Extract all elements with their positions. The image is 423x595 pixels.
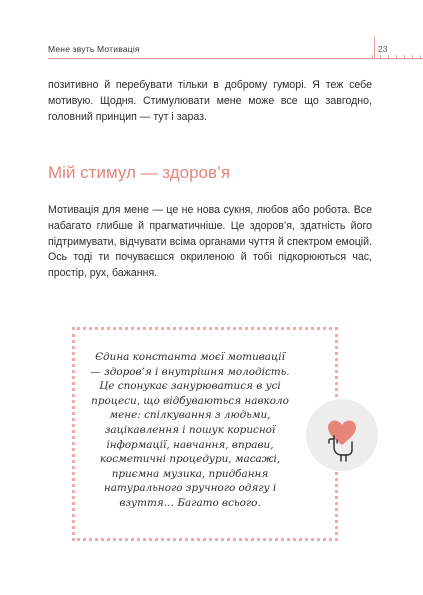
ruler-ticks	[372, 57, 423, 61]
body-paragraph: позитивно й перебувати тільки в доброму гуморі. Я теж себе мотивую. Щодня. Стимулювати мене може все що завгодно, головний принцип — тут і зараз.	[48, 79, 372, 123]
page-header	[0, 0, 423, 60]
page-number-divider	[374, 36, 375, 58]
body-paragraph: Мотивація для мене — це не нова сукня, любов або робота. Все набагато глибше й прагматичніше. Це здоров’я, здатність його підтримувати, відчувати всіма органами чуття й спектром емоцій. Ось тоді ти почуваєшся окриленою й тобі підкорюються час, простір, рух, бажання.	[48, 204, 372, 280]
header-rule	[48, 58, 372, 59]
running-title: Мене звуть Мотивація	[48, 44, 140, 54]
icon-badge	[306, 399, 378, 471]
quote-text: Єдина константа моєї мотивації — здоров’я і внутрішня молодість. Це спонукає занурюватися в усі процеси, що відбуваються навколо мене: спілкування з людьми, зацікавлення і пошук корисної інформації, навчання, вправи, косметичні процедури, масажі, приємна музика, придбання натурального зручного одягу і взуття… Багато всього.	[90, 351, 290, 509]
section-heading: Мій стимул — здоров’я	[48, 163, 231, 182]
page-number: 23	[378, 44, 388, 54]
hand-holding-heart-icon	[306, 399, 378, 471]
